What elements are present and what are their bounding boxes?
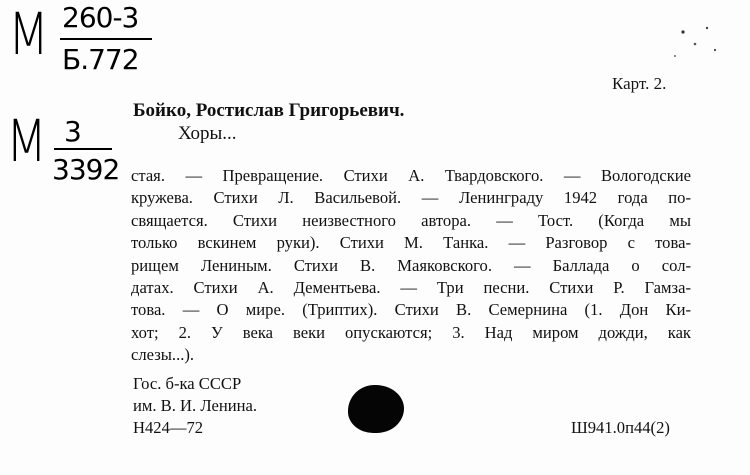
contents-line: свящается. Стихи неизвестного автора. — Тост. (Когда мы bbox=[131, 210, 691, 230]
handwritten-shelf-sub-mid: 3392 bbox=[52, 153, 120, 186]
print-code: Ш941.0п44(2) bbox=[571, 418, 670, 437]
handwritten-underline-mid bbox=[54, 148, 112, 150]
contents-line: хот; 2. У века веки опускаются; 3. Над миром дожди, как bbox=[131, 322, 691, 342]
card-number: Карт. 2. bbox=[612, 74, 667, 93]
paper-specks bbox=[665, 20, 725, 70]
handwritten-shelf-number-top: 260-3 bbox=[62, 1, 139, 34]
author-heading: Бойко, Ростислав Григорьевич. bbox=[133, 100, 405, 121]
library-name-line: Гос. б-ка СССР bbox=[133, 374, 242, 393]
work-title: Хоры... bbox=[178, 123, 237, 144]
contents-line: това. — О мире. (Триптих). Стихи В. Семернина (1. Дон Ки- bbox=[131, 300, 691, 320]
contents-line: слезы...). bbox=[131, 345, 195, 365]
contents-text bbox=[131, 165, 691, 367]
handwritten-shelf-sub-top: Б.772 bbox=[62, 43, 139, 76]
contents-line: датах. Стихи А. Дементьева. — Три песни. Стихи Р. Гамза- bbox=[131, 278, 691, 298]
contents-line: стая. — Превращение. Стихи А. Твардовского. — Вологодские bbox=[131, 166, 691, 185]
contents-line: рищем Лениным. Стихи В. Маяковского. — Баллада о сол- bbox=[131, 255, 691, 275]
handwritten-underline-top bbox=[60, 38, 152, 40]
library-order-code: Н424—72 bbox=[133, 418, 204, 437]
library-name-line: им. В. И. Ленина. bbox=[133, 396, 257, 415]
contents-line: только вскинем руки). Стихи М. Танка. — Разговор с това- bbox=[131, 233, 691, 253]
contents-line: кружева. Стихи Л. Васильевой. — Ленинграду 1942 года по- bbox=[131, 188, 691, 208]
handwritten-letter-top: М bbox=[8, 0, 50, 68]
handwritten-letter-mid: М bbox=[6, 107, 48, 175]
handwritten-shelf-number-mid: 3 bbox=[64, 115, 81, 148]
library-imprint bbox=[133, 373, 257, 439]
ink-blot bbox=[348, 385, 404, 433]
